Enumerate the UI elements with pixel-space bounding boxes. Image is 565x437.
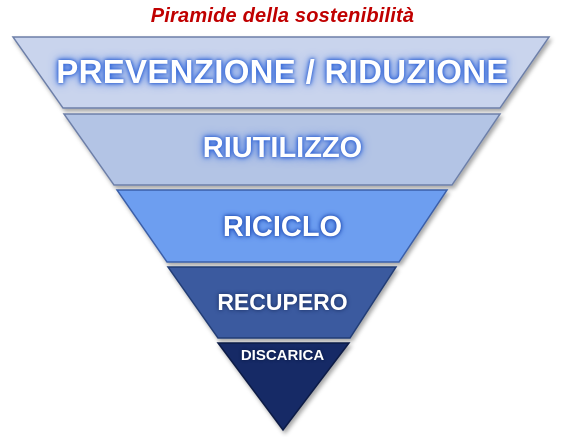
level-recupero-label: RECUPERO [217, 289, 348, 315]
level-riutilizzo-label: RIUTILIZZO [202, 132, 363, 164]
level-discarica-label: DISCARICA [240, 347, 325, 364]
diagram-title: Piramide della sostenibilità [150, 5, 415, 27]
level-prevenzione-label: PREVENZIONE / RIDUZIONE [56, 53, 509, 90]
level-riciclo-label: RICICLO [222, 211, 343, 243]
